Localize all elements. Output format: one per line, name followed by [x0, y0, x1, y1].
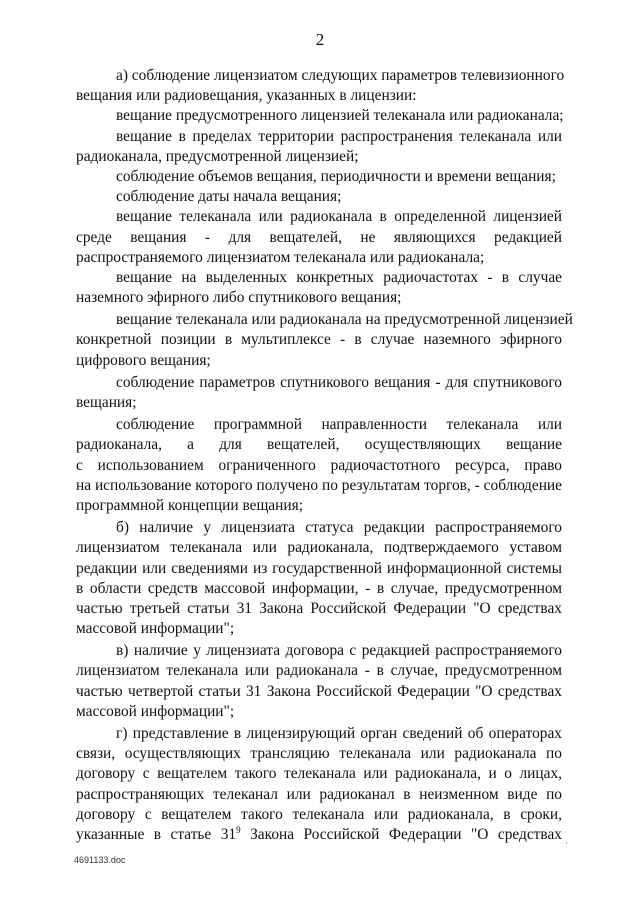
text-line: вещания или радиовещания, указанных в лицензии:: [76, 87, 417, 105]
text-line: частью четвертой статьи 31 Закона Российской Федерации "О средствах: [76, 682, 562, 700]
text-line: массовой информации";: [76, 702, 235, 720]
text-line: частью третьей статьи 31 Закона Российской Федерации "О средствах: [76, 599, 562, 617]
text-fragment: указанные в статье 31: [76, 825, 237, 843]
text-line: г) представление в лицензирующий орган сведений об операторах: [116, 725, 562, 742]
text-line: вещание предусмотренного лицензией телеканала или радиоканала;: [116, 107, 564, 125]
text-line: соблюдение программной направленности телеканала или: [116, 416, 562, 434]
text-line: радиоканала, а для вещателей, осуществляющих вещание: [76, 436, 562, 454]
text-line: на использование которого получено по результатам торгов, - соблюдение: [76, 476, 562, 494]
document-body: [76, 66, 573, 845]
text-line-with-superscript: [76, 825, 562, 845]
text-line: массовой информации";: [76, 620, 235, 638]
text-line: вещание телеканала или радиоканала в определенной лицензией: [116, 208, 562, 226]
superscript: 9: [236, 824, 241, 835]
text-line: лицензиатом телеканала или радиоканала - в случае, предусмотренном: [76, 662, 562, 680]
text-line: радиоканала, предусмотренной лицензией;: [76, 147, 359, 165]
text-line: в) наличие у лицензиата договора с редакцией распространяемого: [116, 642, 562, 660]
text-line: соблюдение объемов вещания, периодичности и времени вещания;: [116, 167, 556, 185]
text-line: вещание телеканала или радиоканала на предусмотренной лицензией: [116, 311, 573, 329]
text-line: с использованием ограниченного радиочастотного ресурса, право: [76, 456, 562, 474]
text-fragment: Закона Российской Федерации "О средствах: [240, 825, 562, 843]
text-line: соблюдение даты начала вещания;: [116, 188, 342, 206]
page-number: 2: [315, 30, 325, 49]
text-line: конкретной позиции в мультиплексе - в случае наземного эфирного: [76, 331, 562, 349]
text-line: среде вещания - для вещателей, не являющихся редакцией: [76, 228, 562, 246]
text-line: вещание на выделенных конкретных радиочастотах - в случае: [116, 268, 562, 286]
text-line: в области средств массовой информации, - в случае, предусмотренном: [76, 579, 562, 597]
text-line: распространяющих телеканал или радиоканал в неизменном виде по: [76, 785, 562, 803]
text-line: цифрового вещания;: [76, 351, 211, 369]
text-line: связи, осуществляющих трансляцию телеканала или радиоканала по: [76, 745, 562, 763]
text-line: программной концепции вещания;: [76, 496, 303, 514]
text-line: договору с вещателем такого телеканала или радиоканала, в сроки,: [76, 805, 562, 823]
text-line: редакции или сведениями из государственной информационной системы: [76, 559, 562, 577]
text-line: вещание в пределах территории распространения телеканала или: [116, 127, 562, 145]
text-line: соблюдение параметров спутникового вещания - для спутникового: [116, 373, 562, 391]
text-line: а) соблюдение лицензиатом следующих параметров телевизионного: [116, 67, 565, 84]
text-line: б) наличие у лицензиата статуса редакции распространяемого: [116, 519, 562, 537]
text-line: наземного эфирного либо спутникового вещания;: [76, 289, 402, 307]
text-line: договору с вещателем такого телеканала или радиоканала, и о лицах,: [76, 765, 562, 783]
text-line: вещания;: [76, 394, 137, 411]
text-line: лицензиатом телеканала или радиоканала, подтверждаемого уставом: [76, 539, 562, 557]
text-line: распространяемого лицензиатом телеканала или радиоканала;: [76, 248, 485, 266]
footer-filename: 4691133.doc: [74, 855, 126, 865]
footer-mark: ·: [565, 838, 568, 848]
